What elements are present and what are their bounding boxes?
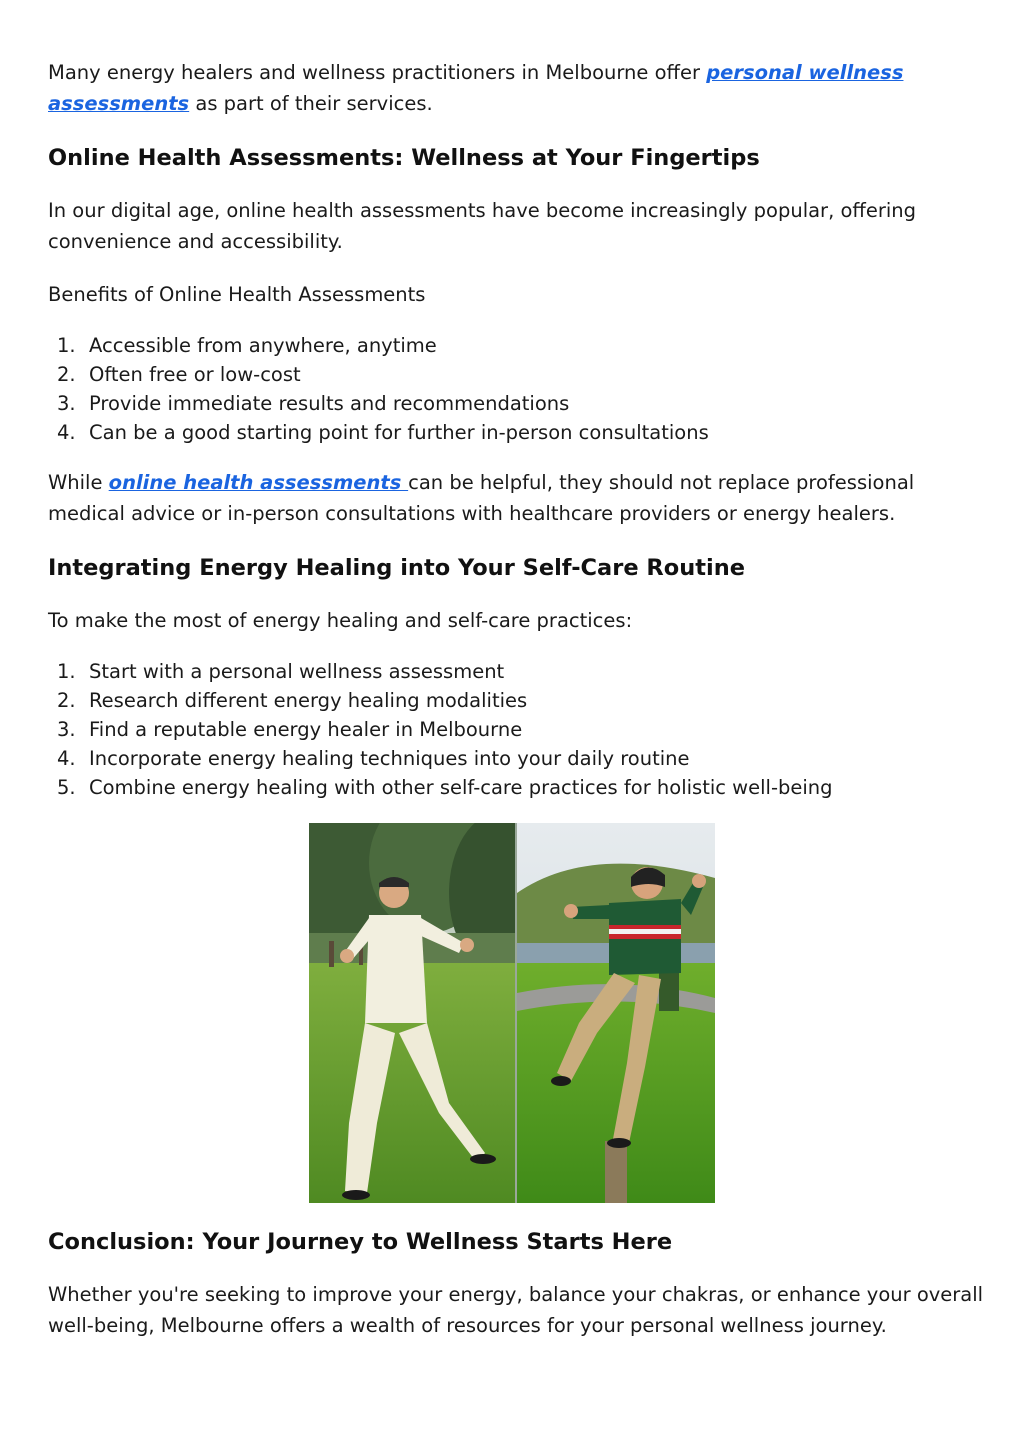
intro-text-after: as part of their services. [189,92,433,115]
list-item [48,331,709,360]
list-item-text: Provide immediate results and recommendations [89,392,570,415]
list-number: 4. [57,421,76,444]
tai-chi-photo [309,823,715,1203]
caution-paragraph [48,467,988,529]
conclusion-heading: Conclusion: Your Journey to Wellness Starts Here [48,1229,673,1255]
list-number: 1. [57,660,76,683]
list-number: 3. [57,718,76,741]
list-item [48,360,709,389]
list-item-text: Accessible from anywhere, anytime [89,334,437,357]
personal-wellness-assessments-link[interactable]: personal wellness assessments [48,61,904,115]
list-item-text: Often free or low-cost [89,363,301,386]
intro-paragraph [48,57,988,119]
list-item-text: Find a reputable energy healer in Melbourne [89,718,523,741]
integrating-intro: To make the most of energy healing and self-care practices: [48,609,633,632]
list-item [48,418,709,447]
list-item-text: Can be a good starting point for further in-person consultations [89,421,709,444]
intro-text-before: Many energy healers and wellness practitioners in Melbourne offer [48,61,707,84]
list-item [48,686,833,715]
tai-chi-illustration [309,823,715,1203]
list-item [48,715,833,744]
list-number: 2. [57,363,76,386]
conclusion-paragraph: Whether you're seeking to improve your energy, balance your chakras, or enhance your overall well-being, Melbourne offers a wealth of resources for your personal wellness journey. [48,1283,984,1337]
caution-text-after: can be helpful, they should not replace professional medical advice or in-person consultations with healthcare providers or energy healers. [48,471,915,525]
list-number: 5. [57,776,76,799]
list-item-text: Research different energy healing modalities [89,689,528,712]
list-item [48,657,833,686]
list-number: 2. [57,689,76,712]
online-health-assessments-link[interactable]: online health assessments [108,471,409,494]
list-item-text: Start with a personal wellness assessment [89,660,505,683]
online-assessments-heading: Online Health Assessments: Wellness at Your Fingertips [48,145,760,171]
list-number: 3. [57,392,76,415]
list-item-text: Combine energy healing with other self-care practices for holistic well-being [89,776,833,799]
online-assessments-paragraph: In our digital age, online health assessments have become increasingly popular, offering convenience and accessibility. [48,199,917,253]
benefits-label: Benefits of Online Health Assessments [48,283,426,306]
list-item [48,744,833,773]
list-item-text: Incorporate energy healing techniques into your daily routine [89,747,690,770]
steps-list [48,657,833,802]
list-number: 1. [57,334,76,357]
benefits-list [48,331,709,447]
caution-text-before: While [48,471,109,494]
list-item [48,773,833,802]
list-number: 4. [57,747,76,770]
list-item [48,389,709,418]
integrating-heading: Integrating Energy Healing into Your Self-Care Routine [48,555,745,581]
